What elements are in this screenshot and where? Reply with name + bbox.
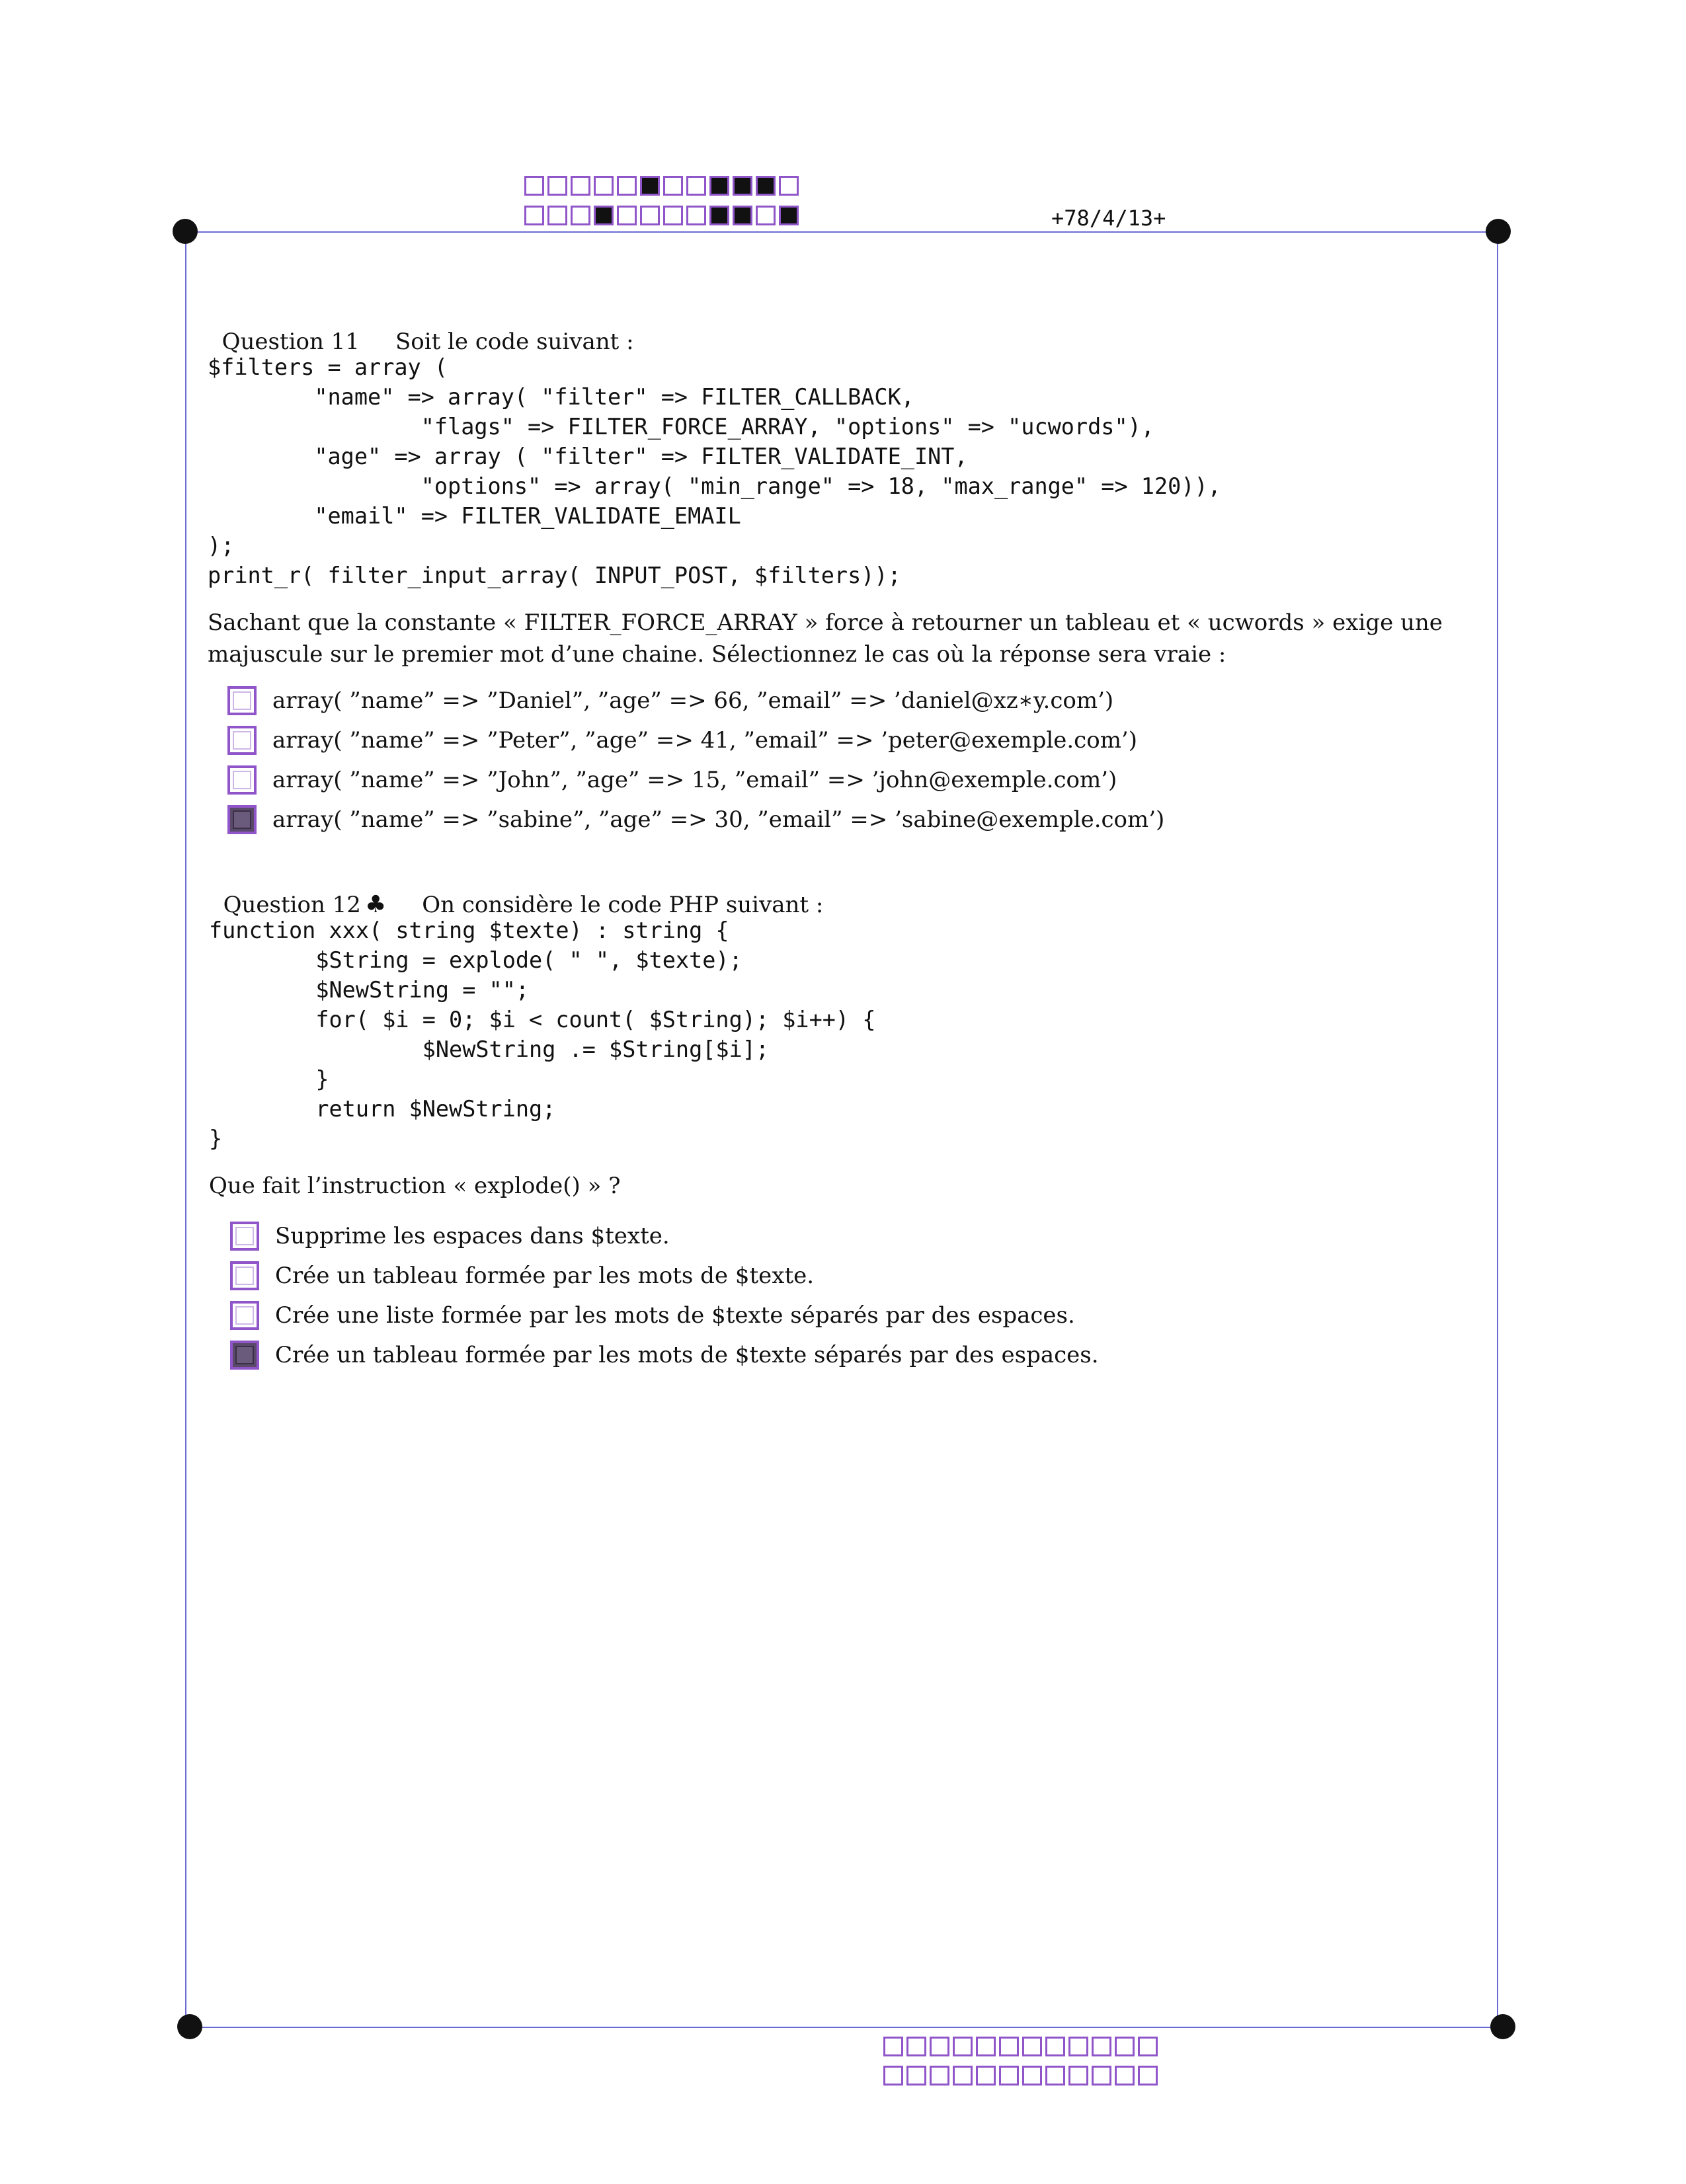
id-box [733,176,752,196]
id-box [571,176,590,196]
id-box [779,206,799,225]
q11-answer-3[interactable] [227,763,1117,797]
q12-answer-4[interactable] [230,1339,1099,1372]
id-box [1138,2066,1158,2086]
corner-mark-top-left [173,219,198,244]
id-box [883,2037,903,2056]
id-box [617,206,637,225]
id-box [999,2037,1019,2056]
q11-answer-1-text: array( ”name” => ”Daniel”, ”age” => 66, ”email” => ’daniel@xz∗y.com’) [272,687,1114,714]
id-box [1138,2037,1158,2056]
question-12-intro: On considère le code PHP suivant : [422,892,824,918]
q11-answer-1[interactable] [227,684,1113,717]
q12-answer-3-checkbox[interactable] [230,1301,259,1330]
id-box [953,2066,973,2086]
id-box [640,206,660,225]
id-boxes-bottom-row-2 [883,2066,1161,2086]
id-box [686,206,706,225]
id-box [1045,2037,1065,2056]
question-11-title [208,302,634,355]
question-11-intro: Soit le code suivant : [395,329,634,355]
id-box [663,206,683,225]
id-box [906,2037,926,2056]
q11-answer-4-checkbox[interactable] [227,805,257,834]
q12-answer-2[interactable] [230,1259,814,1292]
q12-answer-4-text: Crée un tableau formée par les mots de $texte séparés par des espaces. [275,1342,1099,1368]
q11-answer-2-checkbox[interactable] [227,726,257,755]
q11-answer-3-checkbox[interactable] [227,765,257,795]
id-boxes-top-row-2 [524,206,802,225]
id-box [1092,2066,1111,2086]
question-11-label: Question 11 [221,329,360,355]
id-box [733,206,752,225]
id-box [709,176,729,196]
q12-answer-1[interactable] [230,1220,670,1253]
question-11-prompt: Sachant que la constante « FILTER_FORCE_ARRAY » force à retourner un tableau et « ucwords » exige une majuscule sur le premier mot d’une chaine. Sélectionnez le cas où la réponse sera vraie : [208,609,1443,668]
id-box [617,176,637,196]
question-12-title [209,865,823,918]
q12-answer-4-checkbox[interactable] [230,1341,259,1370]
q11-answer-2[interactable] [227,724,1137,757]
question-12-prompt: Que fait l’instruction « explode() » ? [209,1173,621,1199]
id-box [524,206,544,225]
q12-answer-2-checkbox[interactable] [230,1261,259,1290]
id-box [1022,2066,1042,2086]
question-12-label: Question 12 [223,892,361,918]
id-box [640,176,660,196]
id-box [756,206,776,225]
q12-answer-3[interactable] [230,1299,1075,1332]
q12-answer-2-text: Crée un tableau formée par les mots de $texte. [275,1263,815,1289]
id-box [906,2066,926,2086]
id-box [1115,2037,1135,2056]
question-11-code: $filters = array ( "name" => array( "filter" => FILTER_CALLBACK, "flags" => FILTER_FORCE_ARRAY, "options" => "ucwords"), "age" => array ( "filter" => FILTER_VALIDATE_INT, "options" => array( "min_range" => 18, "max_range" => 120)), "email" => FILTER_VALIDATE_EMAIL ); print_r( filter_input_array( INPUT_POST, $filters)); [208,354,1221,588]
id-box [524,176,544,196]
q11-answer-4-text: array( ”name” => ”sabine”, ”age” => 30, ”email” => ’sabine@exemple.com’) [272,806,1165,833]
id-box [663,176,683,196]
id-box [1045,2066,1065,2086]
frame-right-line [1497,231,1498,2028]
id-box [1068,2066,1088,2086]
q11-answer-1-checkbox[interactable] [227,686,257,715]
corner-mark-top-right [1486,219,1511,244]
id-box [1022,2037,1042,2056]
q12-answer-1-text: Supprime les espaces dans $texte. [275,1223,670,1249]
id-boxes-bottom-row-1 [883,2037,1161,2056]
frame-left-line [185,231,186,2028]
q11-answer-4[interactable] [227,803,1164,836]
id-box [1092,2037,1111,2056]
corner-mark-bottom-left [177,2014,202,2039]
id-box [1068,2037,1088,2056]
id-boxes-top-row-1 [524,176,802,196]
id-box [779,176,799,196]
club-icon: ♣ [364,891,387,918]
id-box [709,206,729,225]
id-box [976,2037,996,2056]
id-box [594,176,614,196]
sheet-code: +78/4/13+ [1051,206,1166,231]
id-box [686,176,706,196]
id-box [930,2037,949,2056]
q11-answer-2-text: array( ”name” => ”Peter”, ”age” => 41, ”email” => ’peter@exemple.com’) [272,727,1138,754]
corner-mark-bottom-right [1490,2014,1515,2039]
id-box [547,176,567,196]
q11-answer-3-text: array( ”name” => ”John”, ”age” => 15, ”email” => ’john@exemple.com’) [272,767,1117,793]
q12-answer-1-checkbox[interactable] [230,1222,259,1251]
id-box [930,2066,949,2086]
frame-top-line [185,231,1501,233]
id-box [1115,2066,1135,2086]
id-box [594,206,614,225]
question-12-code: function xxx( string $texte) : string { $String = explode( " ", $texte); $NewString = ""; for( $i = 0; $i < count( $String); $i++) { $NewString .= $String[$i]; } return $NewString; } [209,917,876,1151]
id-box [756,176,776,196]
frame-bottom-line [188,2027,1504,2028]
id-box [571,206,590,225]
id-box [999,2066,1019,2086]
id-box [953,2037,973,2056]
q12-answer-3-text: Crée une liste formée par les mots de $texte séparés par des espaces. [275,1302,1075,1329]
id-box [883,2066,903,2086]
id-box [547,206,567,225]
id-box [976,2066,996,2086]
